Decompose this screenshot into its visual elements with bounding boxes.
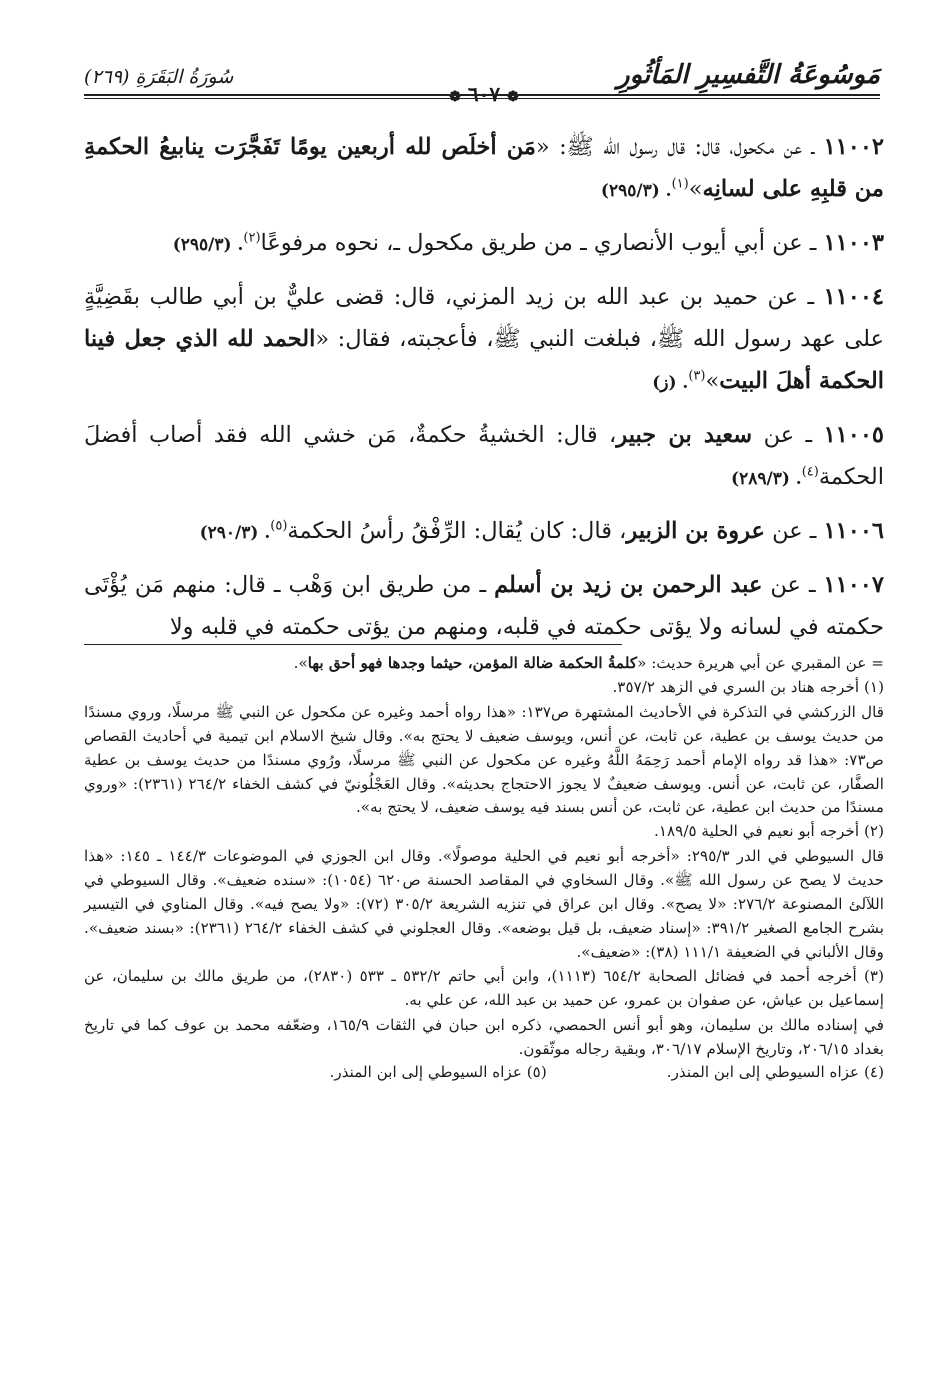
main-text bbox=[84, 126, 884, 658]
footnote-3: (٣) أخرجه أحمد في فضائل الصحابة ٢/‏٦٥٤ (١١١٣)، وابن أبي حاتم ٢/‏٥٣٢ ـ ٥٣٣ (٢٨٣٠)، من طريق مالك بن سليمان، عن إسماعيل بن عياش، عن صفوان بن عمرو، عن حميد بن عبد الله، عن علي به. bbox=[84, 966, 884, 1009]
footnote-continuation: = عن المقبري عن أبي هريرة حديث: «كلمةُ الحكمة ضالة المؤمن، حيثما وجدها فهو أحق بها». bbox=[293, 654, 884, 672]
footnote-marker: (٣) bbox=[688, 368, 706, 384]
volume-ref: . (٣/‏٢٩٥) bbox=[600, 181, 672, 201]
footnote-1-commentary: قال الزركشي في التذكرة في الأحاديث المشتهرة ص١٣٧: «هذا رواه أحمد وغيره عن مكحول عن النبي ﷺ مرسلًا، وروي مسندًا من حديث يوسف بن عطية، عن ثابت، عن أنس، ويوسف ضعيف لا يحتج به». وقال شيخ الاسلام ابن تيمية في أحاديث القصاص ص٧٣: «هذا قد رواه الإمام أحمد رَحِمَهُ اللَّهُ وغيره عن مكحول عن النبي ﷺ مرسلًا، ورُوي مسندًا من حديث يوسف بن عطية الصفَّار، عن ثابت، عن أنس. ويوسف ضعيفٌ لا يجوز الاحتجاج بحديثه». وقال العَجْلُونيّ في كشف الخفاء ٢/‏٢٦٤ (٢٣٦١): «وروي مسندًا من حديث ابن عطية، عن ثابت، عن أنس بسند فيه يوسف ضعيف، لا يحتج به». bbox=[84, 702, 885, 817]
ornament-icon: ❁ bbox=[449, 89, 461, 105]
book-title: مَوسُوعَةُ التَّفسِيرِ المَأثُورِ bbox=[617, 60, 880, 90]
entry: ١١٠٠٤ ـ عن حميد بن عبد الله بن زيد المزني، قال: قضى عليٌّ بن أبي طالب بقَضِيَّةٍ على عهد رسول الله ﷺ، فبلغت النبي ﷺ، فأعجبته، فقال: «الحمد لله الذي جعل فينا الحكمة أهلَ البيت»$^{(٣)}$. (ز) bbox=[84, 284, 884, 394]
footnotes-4-5 bbox=[84, 1061, 884, 1085]
surah-label: سُورَةُ البَقَرَةِ (٢٦٩) bbox=[84, 66, 234, 88]
header-rule bbox=[84, 94, 880, 96]
entry-number: ١١٠٠٥ bbox=[823, 422, 885, 448]
entry-number: ١١٠٠٢ bbox=[823, 134, 884, 160]
ornament-icon: ❁ bbox=[507, 89, 519, 105]
entry-number: ١١٠٠٦ bbox=[823, 518, 884, 544]
footnotes bbox=[84, 652, 884, 1085]
volume-ref: . (٣/‏٢٩٥) bbox=[172, 235, 244, 255]
entry: ١١٠٠٣ ـ عن أبي أيوب الأنصاري ـ من طريق مكحول ـ، نحوه مرفوعًا$^{(٢)}$. (٣/‏٢٩٥) bbox=[172, 230, 884, 256]
footnote-4: (٤) عزاه السيوطي إلى ابن المنذر. bbox=[666, 1063, 884, 1082]
footnote-marker: (٤) bbox=[801, 464, 819, 480]
header-rule-thin bbox=[84, 98, 880, 99]
entry-number: ١١٠٠٧ bbox=[823, 572, 884, 598]
entry: ١١٠٠٦ ـ عن عروة بن الزبير، قال: كان يُقال: الرِّفْقُ رأسُ الحكمة$^{(٥)}$. (٣/‏٢٩٠) bbox=[199, 518, 884, 544]
footnote-3-commentary: في إسناده مالك بن سليمان، وهو أبو أنس الحمصي، ذكره ابن حبان في الثقات ٩/‏١٦٥، وضعّفه محمد بن عوف كما في تاريخ بغداد ١٥/‏٢٠٦، وتاريخ الإسلام ١٧/‏٣٠٦، وبقية رجاله موثّقون. bbox=[84, 1015, 884, 1058]
footnote-marker: (٢) bbox=[243, 230, 261, 246]
volume-ref: . (٣/‏٢٩٠) bbox=[199, 523, 271, 543]
footnote-1: (١) أخرجه هناد بن السري في الزهد ٢/‏٣٥٧. bbox=[612, 677, 884, 696]
entry: ١١٠٠٥ ـ عن سعيد بن جبير، قال: الخشيةُ حكمةٌ، مَن خشي الله فقد أصاب أفضلَ الحكمة$^{(٤)}$. (٣/‏٢٨٩) bbox=[84, 422, 885, 490]
volume-ref: . (ز) bbox=[652, 373, 689, 393]
entry: ١١٠٠٢ ـ عن مكحول، قال: قال رسول الله ﷺ: «مَن أخلَص لله أربعين يومًا تَفَجَّرَت ينابيعُ الحكمةِ من قلبِهِ على لسانِه»$^{(١)}$. (٣/‏٢٩٥) bbox=[84, 134, 884, 202]
entry-number: ١١٠٠٣ bbox=[823, 230, 884, 256]
page-number: ❁ ٦٠٧ ❁ bbox=[449, 82, 519, 106]
footnote-2: (٢) أخرجه أبو نعيم في الحلية ٥/‏١٨٩. bbox=[654, 822, 884, 841]
footnote-marker: (١) bbox=[671, 176, 689, 192]
footnote-marker: (٥) bbox=[270, 518, 288, 534]
footnote-5: (٥) عزاه السيوطي إلى ابن المنذر. bbox=[329, 1063, 547, 1082]
footnote-rule bbox=[84, 644, 622, 645]
volume-ref: . (٣/‏٢٨٩) bbox=[731, 469, 802, 489]
footnote-2-commentary: قال السيوطي في الدر ٣/‏٢٩٥: «أخرجه أبو نعيم في الحلية موصولًا». وقال ابن الجوزي في الموضوعات ٣/‏١٤٤ ـ ١٤٥: «هذا حديث لا يصح عن رسول الله ﷺ». وقال السخاوي في المقاصد الحسنة ص٦٢٠ (١٠٥٤): «سنده ضعيف». وقال السيوطي في اللآلئ المصنوعة ٢/‏٢٧٦: «لا يصح». وقال ابن عراق في تنزيه الشريعة ٢/‏٣٠٥ (٧٢): «ولا يصح فيه». وقال المناوي في التيسير بشرح الجامع الصغير ٢/‏٣٩١: «إسناد ضعيف، بل قيل بوضعه». وقال العجلوني في كشف الخفاء ٢/‏٢٦٤ (٢٣٦١): «بسند ضعيف». وقال الألباني في الضعيفة ١/‏١١١ (٣٨): «ضعيف». bbox=[84, 847, 885, 961]
entry: ١١٠٠٧ ـ عن عبد الرحمن بن زيد بن أسلم ـ من طريق ابن وَهْب ـ قال: منهم مَن يُؤْتَى حكمته في لسانه ولا يؤتى حكمته في قلبه، ومنهم من يؤتى حكمته في قلبه ولا bbox=[84, 572, 884, 640]
entry-number: ١١٠٠٤ bbox=[823, 284, 884, 310]
page-header bbox=[84, 58, 880, 106]
